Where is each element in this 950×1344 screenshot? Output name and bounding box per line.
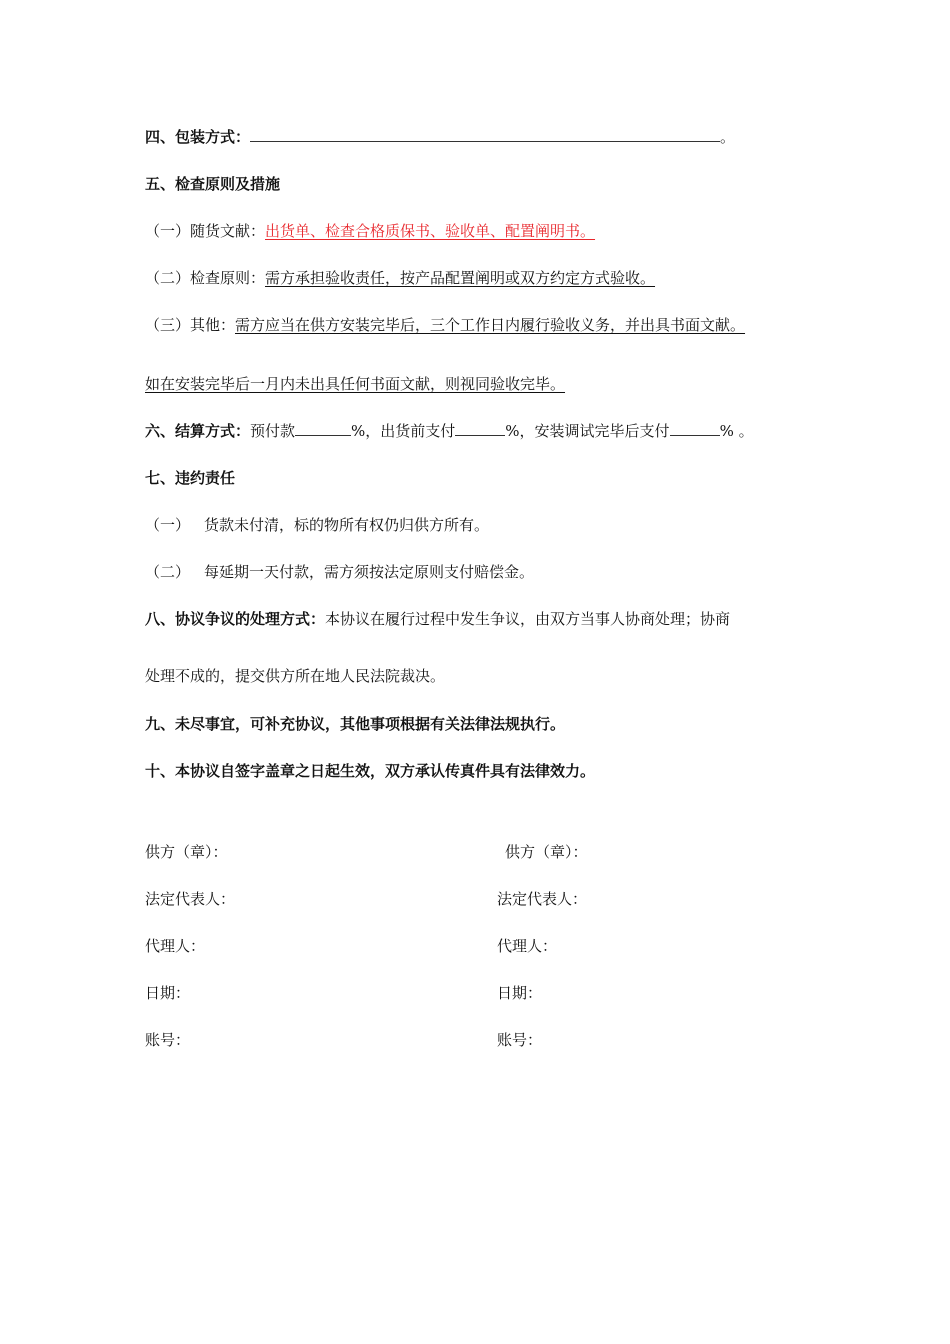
left-agent-label: 代理人： <box>145 937 206 955</box>
prepay-label: 预付款 <box>250 422 296 440</box>
section-5-item-3-cont: 如在安装完毕后一月内未出具任何书面文献，则视同验收完毕。 <box>145 375 566 393</box>
item-2-value: 每延期一天付款，需方须按法定原则支付赔偿金。 <box>204 563 535 581</box>
pct-1: %，出货前支付 <box>351 422 456 440</box>
packaging-blank[interactable] <box>250 127 720 142</box>
right-rep-label: 法定代表人： <box>497 890 588 908</box>
section-8-text-1: 本协议在履行过程中发生争议，由双方当事人协商处理；协商 <box>325 610 731 628</box>
right-account-label: 账号： <box>497 1031 543 1049</box>
item-1-label: （一）随货文献： <box>145 222 266 240</box>
item-1-label: （一） <box>145 516 191 534</box>
section-7-title: 七、违约责任 <box>145 469 236 487</box>
pct-3: % 。 <box>719 422 754 440</box>
section-9-title: 九、未尽事宜，可补充协议，其他事项根据有关法律法规执行。 <box>145 715 566 733</box>
section-6-payment <box>145 421 754 441</box>
prepay-blank[interactable] <box>295 421 351 436</box>
section-6-title: 六、结算方式： <box>145 422 251 440</box>
section-7-item-1 <box>145 515 489 535</box>
section-5-item-1 <box>145 221 595 241</box>
section-5-item-3 <box>145 315 745 335</box>
section-5-item-2 <box>145 268 655 288</box>
item-3-label: （三）其他： <box>145 316 236 334</box>
section-8-title: 八、协议争议的处理方式： <box>145 610 326 628</box>
right-agent-label: 代理人： <box>497 937 558 955</box>
section-7-item-2 <box>145 562 534 582</box>
item-2-label: （二） <box>145 563 191 581</box>
pct-2: %，安装调试完毕后支付 <box>505 422 670 440</box>
left-account-label: 账号： <box>145 1031 191 1049</box>
section-4-packaging <box>145 127 735 147</box>
section-8-dispute <box>145 609 730 629</box>
item-1-value: 出货单、检查合格质保书、验收单、配置阐明书。 <box>265 222 596 240</box>
item-1-value: 货款未付清，标的物所有权仍归供方所有。 <box>204 516 490 534</box>
item-3-value: 需方应当在供方安装完毕后，三个工作日内履行验收义务，并出具书面文献。 <box>235 316 746 334</box>
pre-shipment-blank[interactable] <box>455 421 505 436</box>
left-party-label: 供方（章）： <box>145 843 228 861</box>
item-2-value: 需方承担验收责任，按产品配置阐明或双方约定方式验收。 <box>265 269 656 287</box>
section-5-title: 五、检查原则及措施 <box>145 175 281 193</box>
right-party-label: 供方（章）： <box>505 843 588 861</box>
item-2-label: （二）检查原则： <box>145 269 266 287</box>
section-4-title: 四、包装方式： <box>145 128 251 146</box>
section-8-text-2: 处理不成的，提交供方所在地人民法院裁决。 <box>145 667 446 685</box>
section-10-title: 十、本协议自签字盖章之日起生效，双方承认传真件具有法律效力。 <box>145 762 596 780</box>
section-4-end: 。 <box>720 128 736 146</box>
right-date-label: 日期： <box>497 984 543 1002</box>
left-rep-label: 法定代表人： <box>145 890 236 908</box>
after-install-blank[interactable] <box>670 421 720 436</box>
left-date-label: 日期： <box>145 984 191 1002</box>
